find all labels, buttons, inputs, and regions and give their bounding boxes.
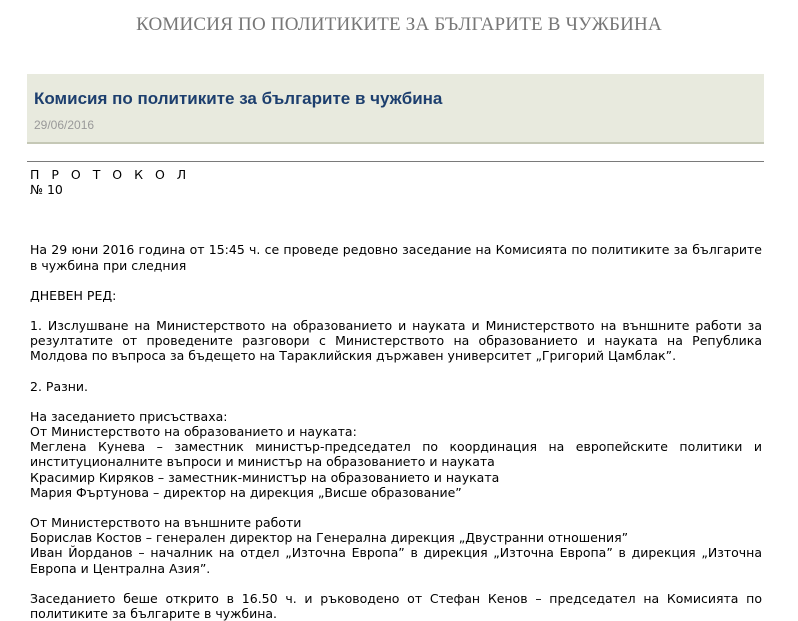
mon-person-1: Меглена Кунева – заместник министър-председател по координация на европейските политики и институционалните въпроси и министър на образованието и науката [30,439,762,470]
mvr-person-2: Иван Йорданов – началник на отдел „Източна Европа” в дирекция „Източна Европа” в дирекция „Източна Европа и Централна Азия”. [30,545,762,576]
document-heading: П Р О Т О К О Л [30,167,191,182]
divider [27,161,764,162]
document-body [30,167,762,621]
intro-paragraph: На 29 юни 2016 година от 15:45 ч. се проведе редовно заседание на Комисията по политиките за българите в чужбина при следния [30,242,762,273]
mon-person-3: Мария Фъртунова – директор на дирекция „Висше образование” [30,484,462,500]
mon-label: От Министерството на образованието и науката: [30,424,357,440]
article-header [27,74,764,144]
attended-label: На заседанието присъстваха: [30,408,228,424]
mon-person-2: Красимир Киряков – заместник-министър на образованието и науката [30,469,500,485]
article-title[interactable]: Комисия по политиките за българите в чужбина [34,89,443,108]
mvr-person-1: Борислав Костов – генерален директор на Генерална дирекция „Двустранни отношения” [30,530,629,546]
article-date: 29/06/2016 [34,118,95,132]
mvr-label: От Министерството на външните работи [30,515,302,531]
agenda-label: ДНЕВЕН РЕД: [30,287,117,303]
site-title: КОМИСИЯ ПО ПОЛИТИКИТЕ ЗА БЪЛГАРИТЕ В ЧУЖБИНА [136,14,662,35]
document-number: № 10 [30,182,63,198]
closing-paragraph: Заседанието беше открито в 16.50 ч. и ръководено от Стефан Кенов – председател на Комисията по политиките за българите в чужбина. [30,590,762,621]
agenda-item-2: 2. Разни. [30,378,89,394]
agenda-item-1: 1. Изслушване на Министерството на образованието и науката и Министерството на външните работи за резултатите от проведените разговори с Министерството на образованието и науката на Република Молдова по въпроса за бъдещето на Тараклийския държавен университет „Григорий Цамблак”. [30,318,762,364]
